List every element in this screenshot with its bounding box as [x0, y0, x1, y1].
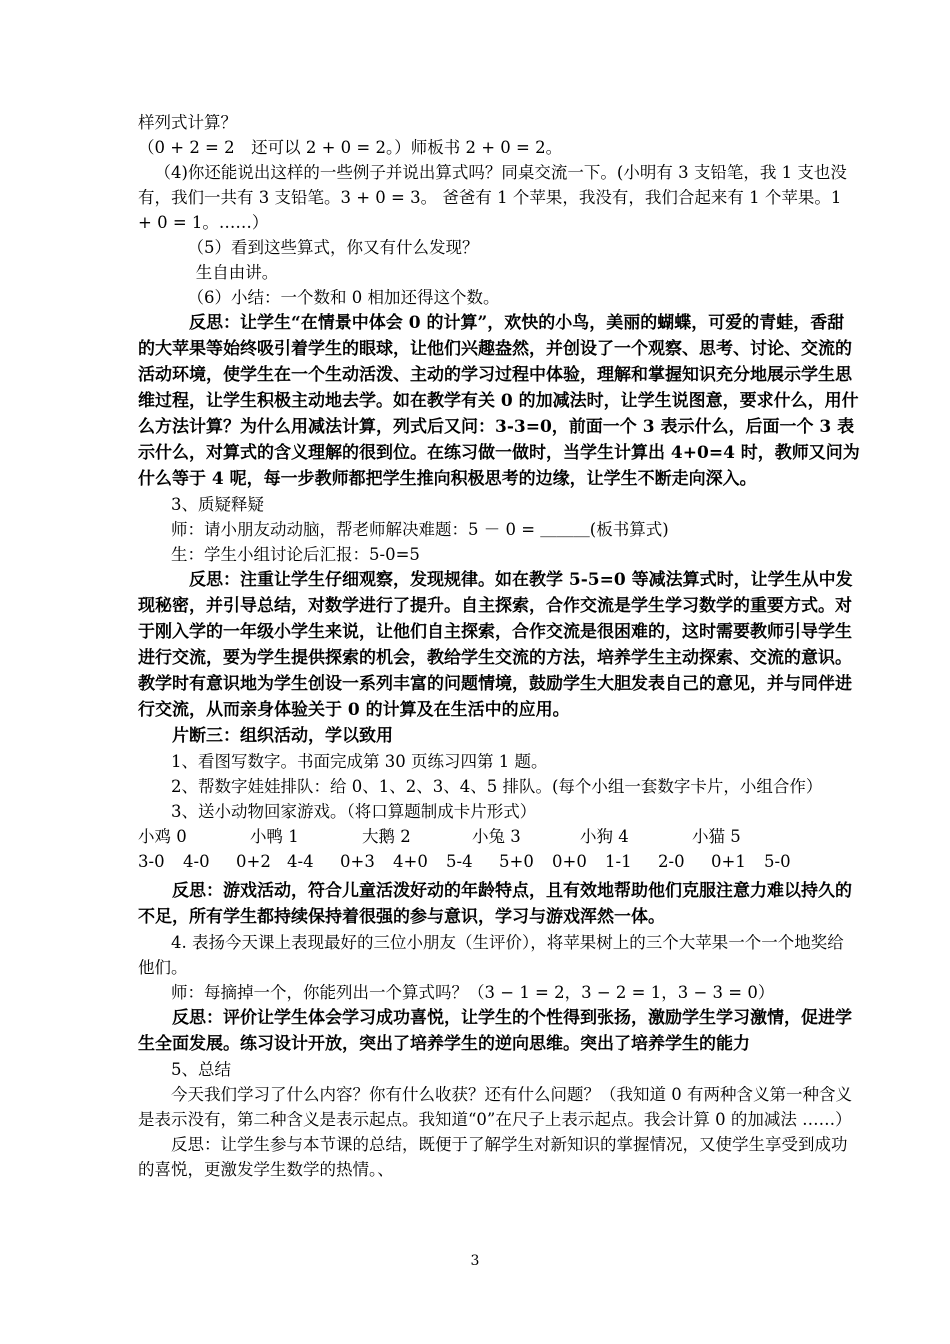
paragraph: 2、帮数字娃娃排队：给 0、1、2、3、4、5 排队。(每个小组一套数字卡片，小组合作）: [171, 777, 823, 796]
section-heading: 5、总结: [171, 1060, 231, 1079]
page-number: 3: [470, 1253, 480, 1269]
paragraph: （6）小结：一个数和 0 相加还得这个数。: [187, 288, 500, 307]
expression-card: 0+2: [236, 852, 271, 871]
animal-label: 小鸭 1: [250, 827, 299, 846]
paragraph: （4)你还能说出这样的一些例子并说出算式吗？同桌交流一下。(小明有 3 支铅笔，我 1 支也没有，我们一共有 3 支铅笔。3 + 0 = 3。 爸爸有 1 个苹果，我没有，我们合起来有 1 个苹果。1 + 0 = 1。……）: [138, 163, 847, 232]
paragraph: 样列式计算？: [138, 113, 237, 132]
expression-card: 0+1: [711, 852, 746, 871]
paragraph: 反思：让学生参与本节课的总结，既便于了解学生对新知识的掌握情况，又使学生享受到成功的喜悦，更激发学生数学的热情。、: [138, 1135, 848, 1179]
expression-card: 5+0: [499, 852, 534, 871]
animal-label: 小猫 5: [692, 827, 741, 846]
section-heading: 片断三：组织活动，学以致用: [172, 726, 393, 746]
animal-label: 小狗 4: [580, 827, 629, 846]
paragraph: （5）看到这些算式，你又有什么发现？: [187, 238, 479, 257]
animal-row: [138, 824, 860, 849]
expression-card: 5-4: [446, 852, 473, 871]
paragraph: 4. 表扬今天课上表现最好的三位小朋友（生评价），将苹果树上的三个大苹果一个一个地奖给他们。: [138, 933, 844, 977]
animal-label: 小鸡 0: [138, 827, 187, 846]
paragraph: 3、送小动物回家游戏。（将口算题制成卡片形式）: [171, 802, 537, 821]
expression-card: 4-4: [287, 852, 314, 871]
paragraph: （0 + 2 = 2 还可以 2 + 0 = 2。）师板书 2 + 0 = 2。: [138, 138, 563, 157]
reflection-paragraph: 反思：让学生“在情景中体会 0 的计算”，欢快的小鸟，美丽的蝴蝶，可爱的青蛙，香甜的大苹果等始终吸引着学生的眼球，让他们兴趣盎然，并创设了一个观察、思考、讨论、交流的活动环境，使学生在一个生动活泼、主动的学习过程中体验，理解和掌握知识充分地展示学生思维过程，让学生积极主动地去学。如在教学有关 0 的加减法时，让学生说图意，要求什么，用什么方法计算？为什么用减法计算，列式后又问：3-3=0，前面一个 3 表示什么，后面一个 3 表示什么，对算式的含义理解的很到位。在练习做一做时，当学生计算出 4+0=4 时，教师又问为什么等于 4 呢，每一步教师都把学生推向积极思考的边缘，让学生不断走向深入。: [138, 313, 860, 489]
animal-label: 大鹅 2: [362, 827, 411, 846]
expression-card: 0+0: [552, 852, 587, 871]
reflection-paragraph: 反思：游戏活动，符合儿童活泼好动的年龄特点，且有效地帮助他们克服注意力难以持久的不足，所有学生都持续保持着很强的参与意识，学习与游戏浑然一体。: [138, 881, 852, 927]
expression-card: 4-0: [183, 852, 210, 871]
paragraph: 师：每摘掉一个，你能列出一个算式吗？（3 − 1 = 2，3 − 2 = 1，3 − 3 = 0）: [171, 983, 775, 1002]
expression-card: 0+3: [340, 852, 375, 871]
expression-card: 2-0: [658, 852, 685, 871]
animal-label: 小兔 3: [472, 827, 521, 846]
expression-card: 4+0: [393, 852, 428, 871]
paragraph: 生：学生小组讨论后汇报：5-0=5: [171, 545, 420, 564]
reflection-paragraph: 反思：注重让学生仔细观察，发现规律。如在教学 5-5=0 等减法算式时，让学生从中发现秘密，并引导总结，对数学进行了提升。自主探索，合作交流是学生学习数学的重要方式。对于刚入学的一年级小学生来说，让他们自主探索，合作交流是很困难的，这时需要教师引导学生进行交流，要为学生提供探索的机会，教给学生交流的方法，培养学生主动探索、交流的意识。教学时有意识地为学生创设一系列丰富的问题情境，鼓励学生大胆发表自己的意见，并与同伴进行交流，从而亲身体验关于 0 的计算及在生活中的应用。: [138, 570, 853, 720]
paragraph: 生自由讲。: [195, 263, 279, 282]
paragraph: 1、看图写数字。书面完成第 30 页练习四第 1 题。: [171, 752, 548, 771]
expression-card: 3-0: [138, 852, 165, 871]
expression-card: 1-1: [605, 852, 632, 871]
paragraph: 今天我们学习了什么内容？你有什么收获？还有什么问题？（我知道 0 有两种含义第一种含义是表示没有，第二种含义是表示起点。我知道“0”在尺子上表示起点。我会计算 0 的加减法 ……）: [138, 1085, 852, 1129]
document-body: [138, 110, 860, 1182]
paragraph: 师：请小朋友动动脑，帮老师解决难题：5 － 0 = ＿＿＿(板书算式): [171, 520, 669, 539]
expression-card: 5-0: [764, 852, 791, 871]
section-heading: 3、质疑释疑: [171, 495, 264, 514]
expression-row: [138, 849, 860, 874]
reflection-paragraph: 反思：评价让学生体会学习成功喜悦，让学生的个性得到张扬，激励学生学习激情，促进学生全面发展。练习设计开放，突出了培养学生的逆向思维。突出了培养学生的能力: [138, 1008, 852, 1054]
